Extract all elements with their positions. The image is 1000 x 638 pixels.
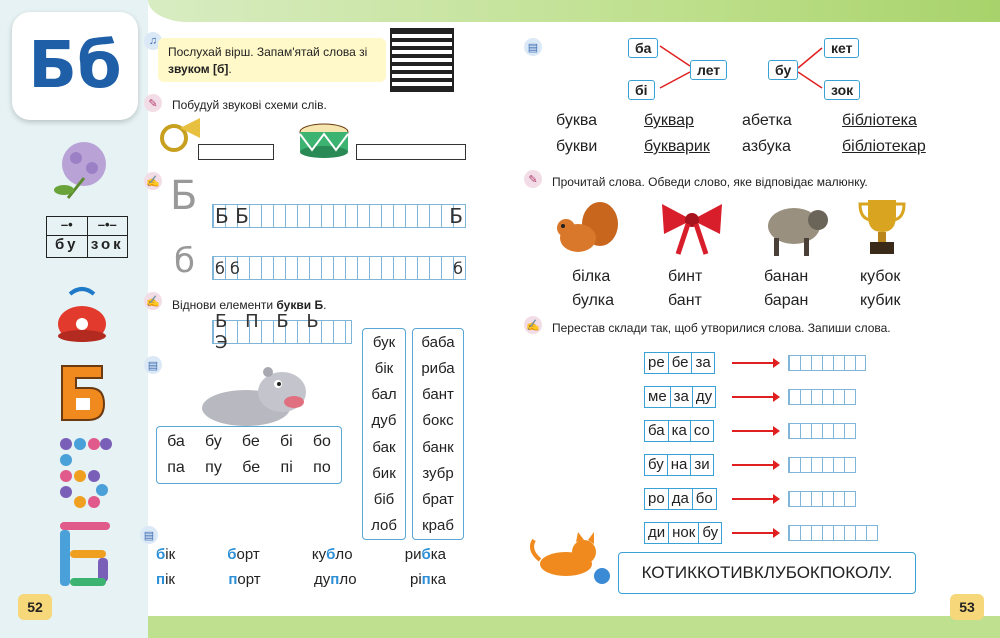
task-restore-text: Віднови елементи <box>172 298 277 312</box>
word: азбука <box>742 138 791 155</box>
letter-title: Бб <box>12 12 138 120</box>
word: бокс <box>422 412 454 430</box>
pairs-row <box>156 546 446 563</box>
pair-word: пік <box>156 571 175 588</box>
syllable: бе <box>242 459 261 476</box>
elements-text: Б П Б Ь Э <box>215 311 325 353</box>
arrow <box>732 532 778 534</box>
word-column-1 <box>362 328 406 540</box>
tiger-letter-illustration <box>56 362 108 424</box>
trace-letter-end: Б <box>449 204 463 228</box>
word: бик <box>372 464 396 482</box>
word: біб <box>373 491 395 509</box>
word-choice[interactable]: баран <box>764 292 809 309</box>
word: банк <box>422 438 454 456</box>
syllable: по <box>313 459 331 476</box>
bottom-decoration <box>148 616 1000 638</box>
trace-sample-upper: Б <box>170 173 198 219</box>
syllable: бо <box>312 433 331 450</box>
buttons-letter-illustration <box>58 436 114 510</box>
word: краб <box>422 517 454 535</box>
rearrange-row <box>644 448 884 482</box>
scheme-box-drum[interactable] <box>356 144 466 160</box>
syllable: пу <box>205 459 222 476</box>
syllable: бу <box>204 433 222 450</box>
answer-cells[interactable] <box>788 355 866 371</box>
scheme-cell: –•– <box>97 217 117 232</box>
answer-cells[interactable] <box>788 491 856 507</box>
syllable: пі <box>280 459 293 476</box>
rearrange-row <box>644 380 884 414</box>
writing-icon: ✍ <box>524 316 542 334</box>
trace-letters: б б <box>215 258 240 278</box>
picture-words-row-2 <box>572 292 912 310</box>
task-restore-elements <box>172 298 326 312</box>
book-icon: ▤ <box>144 356 162 374</box>
word: дуб <box>371 412 397 430</box>
word: зубр <box>422 464 454 482</box>
task-sound-schemes: Побудуй звукові схеми слів. <box>172 98 327 112</box>
rearrange-list <box>644 346 884 550</box>
book-icon: ▤ <box>140 526 158 544</box>
arrow <box>732 396 778 398</box>
ram-illustration <box>760 198 832 260</box>
word-choice[interactable]: кубок <box>860 268 901 285</box>
writing-icon: ✍ <box>144 292 162 310</box>
words-row-1 <box>556 112 936 130</box>
answer-cells[interactable] <box>788 525 878 541</box>
syllable-set: ба ка со <box>644 420 714 442</box>
rearrange-row <box>644 346 884 380</box>
scheme-syllable: бу <box>47 236 88 257</box>
trophy-illustration <box>856 196 908 258</box>
pair-word: ріпка <box>409 571 446 588</box>
rearrange-row <box>644 482 884 516</box>
answer-cells[interactable] <box>788 389 856 405</box>
kettle-illustration <box>50 284 114 346</box>
top-decoration <box>148 0 1000 22</box>
syllable-set: ме за ду <box>644 386 716 408</box>
listen-task-end: . <box>228 62 232 76</box>
syllable: бі <box>279 433 293 450</box>
sound-scheme <box>46 216 128 264</box>
page-number-left: 52 <box>18 594 52 620</box>
pair-word: рибка <box>404 546 446 563</box>
tag-let: лет <box>690 60 727 80</box>
listen-task <box>158 38 386 82</box>
rearrange-row <box>644 516 884 550</box>
word-puzzle: КОТИККОТИВКЛУБОКПОКОЛУ. <box>618 552 916 594</box>
candy-letter-illustration <box>58 520 114 590</box>
bow-illustration <box>656 198 728 258</box>
word-choice[interactable]: кубик <box>860 292 901 309</box>
word-column-2 <box>412 328 464 540</box>
word: букви <box>556 138 598 155</box>
word: бібліотекар <box>842 138 926 155</box>
hippo-illustration <box>196 362 316 428</box>
word: бант <box>422 386 454 404</box>
syllables-row <box>157 433 341 451</box>
word-choice[interactable]: банан <box>764 268 809 285</box>
pair-word: борт <box>227 546 260 563</box>
scheme-box-horn[interactable] <box>198 144 274 160</box>
tag-ket: кет <box>824 38 859 58</box>
tag-ba: ба <box>628 38 658 58</box>
tag-bi: бі <box>628 80 655 100</box>
tag-bu: бу <box>768 60 798 80</box>
arrow <box>732 430 778 432</box>
syllable: бе <box>241 433 260 450</box>
tracing-row-lower[interactable] <box>212 256 466 280</box>
trace-sample-lower: б <box>174 241 195 281</box>
answer-cells[interactable] <box>788 457 856 473</box>
headphones-icon: ♫ <box>144 32 162 50</box>
arrow <box>732 464 778 466</box>
task-rearrange: Перестав склади так, щоб утворилися слова. Запиши слова. <box>552 321 891 335</box>
tag-zok: зок <box>824 80 860 100</box>
scheme-cell: –• <box>47 217 88 235</box>
word: риба <box>421 359 455 377</box>
syllable-set: бу на зи <box>644 454 714 476</box>
task-read-words: Прочитай слова. Обведи слово, яке відповідає малюнку. <box>552 175 868 189</box>
scheme-syllable: зок <box>90 236 124 253</box>
task-restore-end: . <box>323 298 327 312</box>
trace-letters: Б Б <box>215 204 249 228</box>
pencil-icon: ✎ <box>524 170 542 188</box>
word: буква <box>556 112 598 129</box>
picture-words-row-1 <box>572 268 912 286</box>
listen-task-text: Послухай вірш. Запам'ятай слова зі <box>168 45 368 59</box>
listen-task-bold: звуком [б] <box>168 62 229 76</box>
pairs-row <box>156 571 446 588</box>
trace-letter-end: б <box>453 258 463 278</box>
words-row-2 <box>556 138 936 156</box>
syllable-set: ро да бо <box>644 488 717 510</box>
word: бук <box>372 333 396 351</box>
word: брат <box>422 491 454 509</box>
writing-icon: ✍ <box>144 172 162 190</box>
word: букварик <box>644 138 710 155</box>
page-number-right: 53 <box>950 594 984 620</box>
pair-word: кубло <box>311 546 353 563</box>
pair-word: дупло <box>314 571 357 588</box>
lilac-illustration <box>48 138 118 204</box>
elements-row[interactable] <box>212 311 352 353</box>
cat-illustration <box>526 530 612 586</box>
word: буквар <box>644 112 694 129</box>
word-choice[interactable]: булка <box>572 292 615 309</box>
word: абетка <box>742 112 792 129</box>
pencil-icon: ✎ <box>144 94 162 112</box>
word-choice[interactable]: бинт <box>668 268 703 285</box>
rearrange-row <box>644 414 884 448</box>
syllables-table <box>156 426 342 484</box>
task-restore-bold: букви Б <box>276 298 324 312</box>
horn-illustration <box>158 116 202 156</box>
book-icon: ▤ <box>524 38 542 56</box>
tracing-row-upper[interactable] <box>212 204 466 228</box>
answer-cells[interactable] <box>788 423 856 439</box>
syllable-set: ди нок бу <box>644 522 722 544</box>
word: баба <box>421 333 455 351</box>
qr-code[interactable] <box>390 28 454 92</box>
pair-word: бік <box>156 546 176 563</box>
word: лоб <box>371 517 397 535</box>
squirrel-illustration <box>552 198 624 258</box>
word-choice[interactable]: білка <box>572 268 611 285</box>
syllables-row <box>157 459 341 477</box>
word: бібліотека <box>842 112 917 129</box>
arrow <box>732 362 778 364</box>
drum-illustration <box>296 120 352 160</box>
word: бак <box>372 438 396 456</box>
syllable: па <box>167 459 185 476</box>
syllable-set: ре бе за <box>644 352 715 374</box>
word-choice[interactable]: бант <box>668 292 702 309</box>
pair-word: порт <box>228 571 261 588</box>
arrow <box>732 498 778 500</box>
word: бал <box>371 386 397 404</box>
word: бік <box>374 359 394 377</box>
minimal-pairs <box>156 546 446 588</box>
syllable: ба <box>167 433 185 450</box>
